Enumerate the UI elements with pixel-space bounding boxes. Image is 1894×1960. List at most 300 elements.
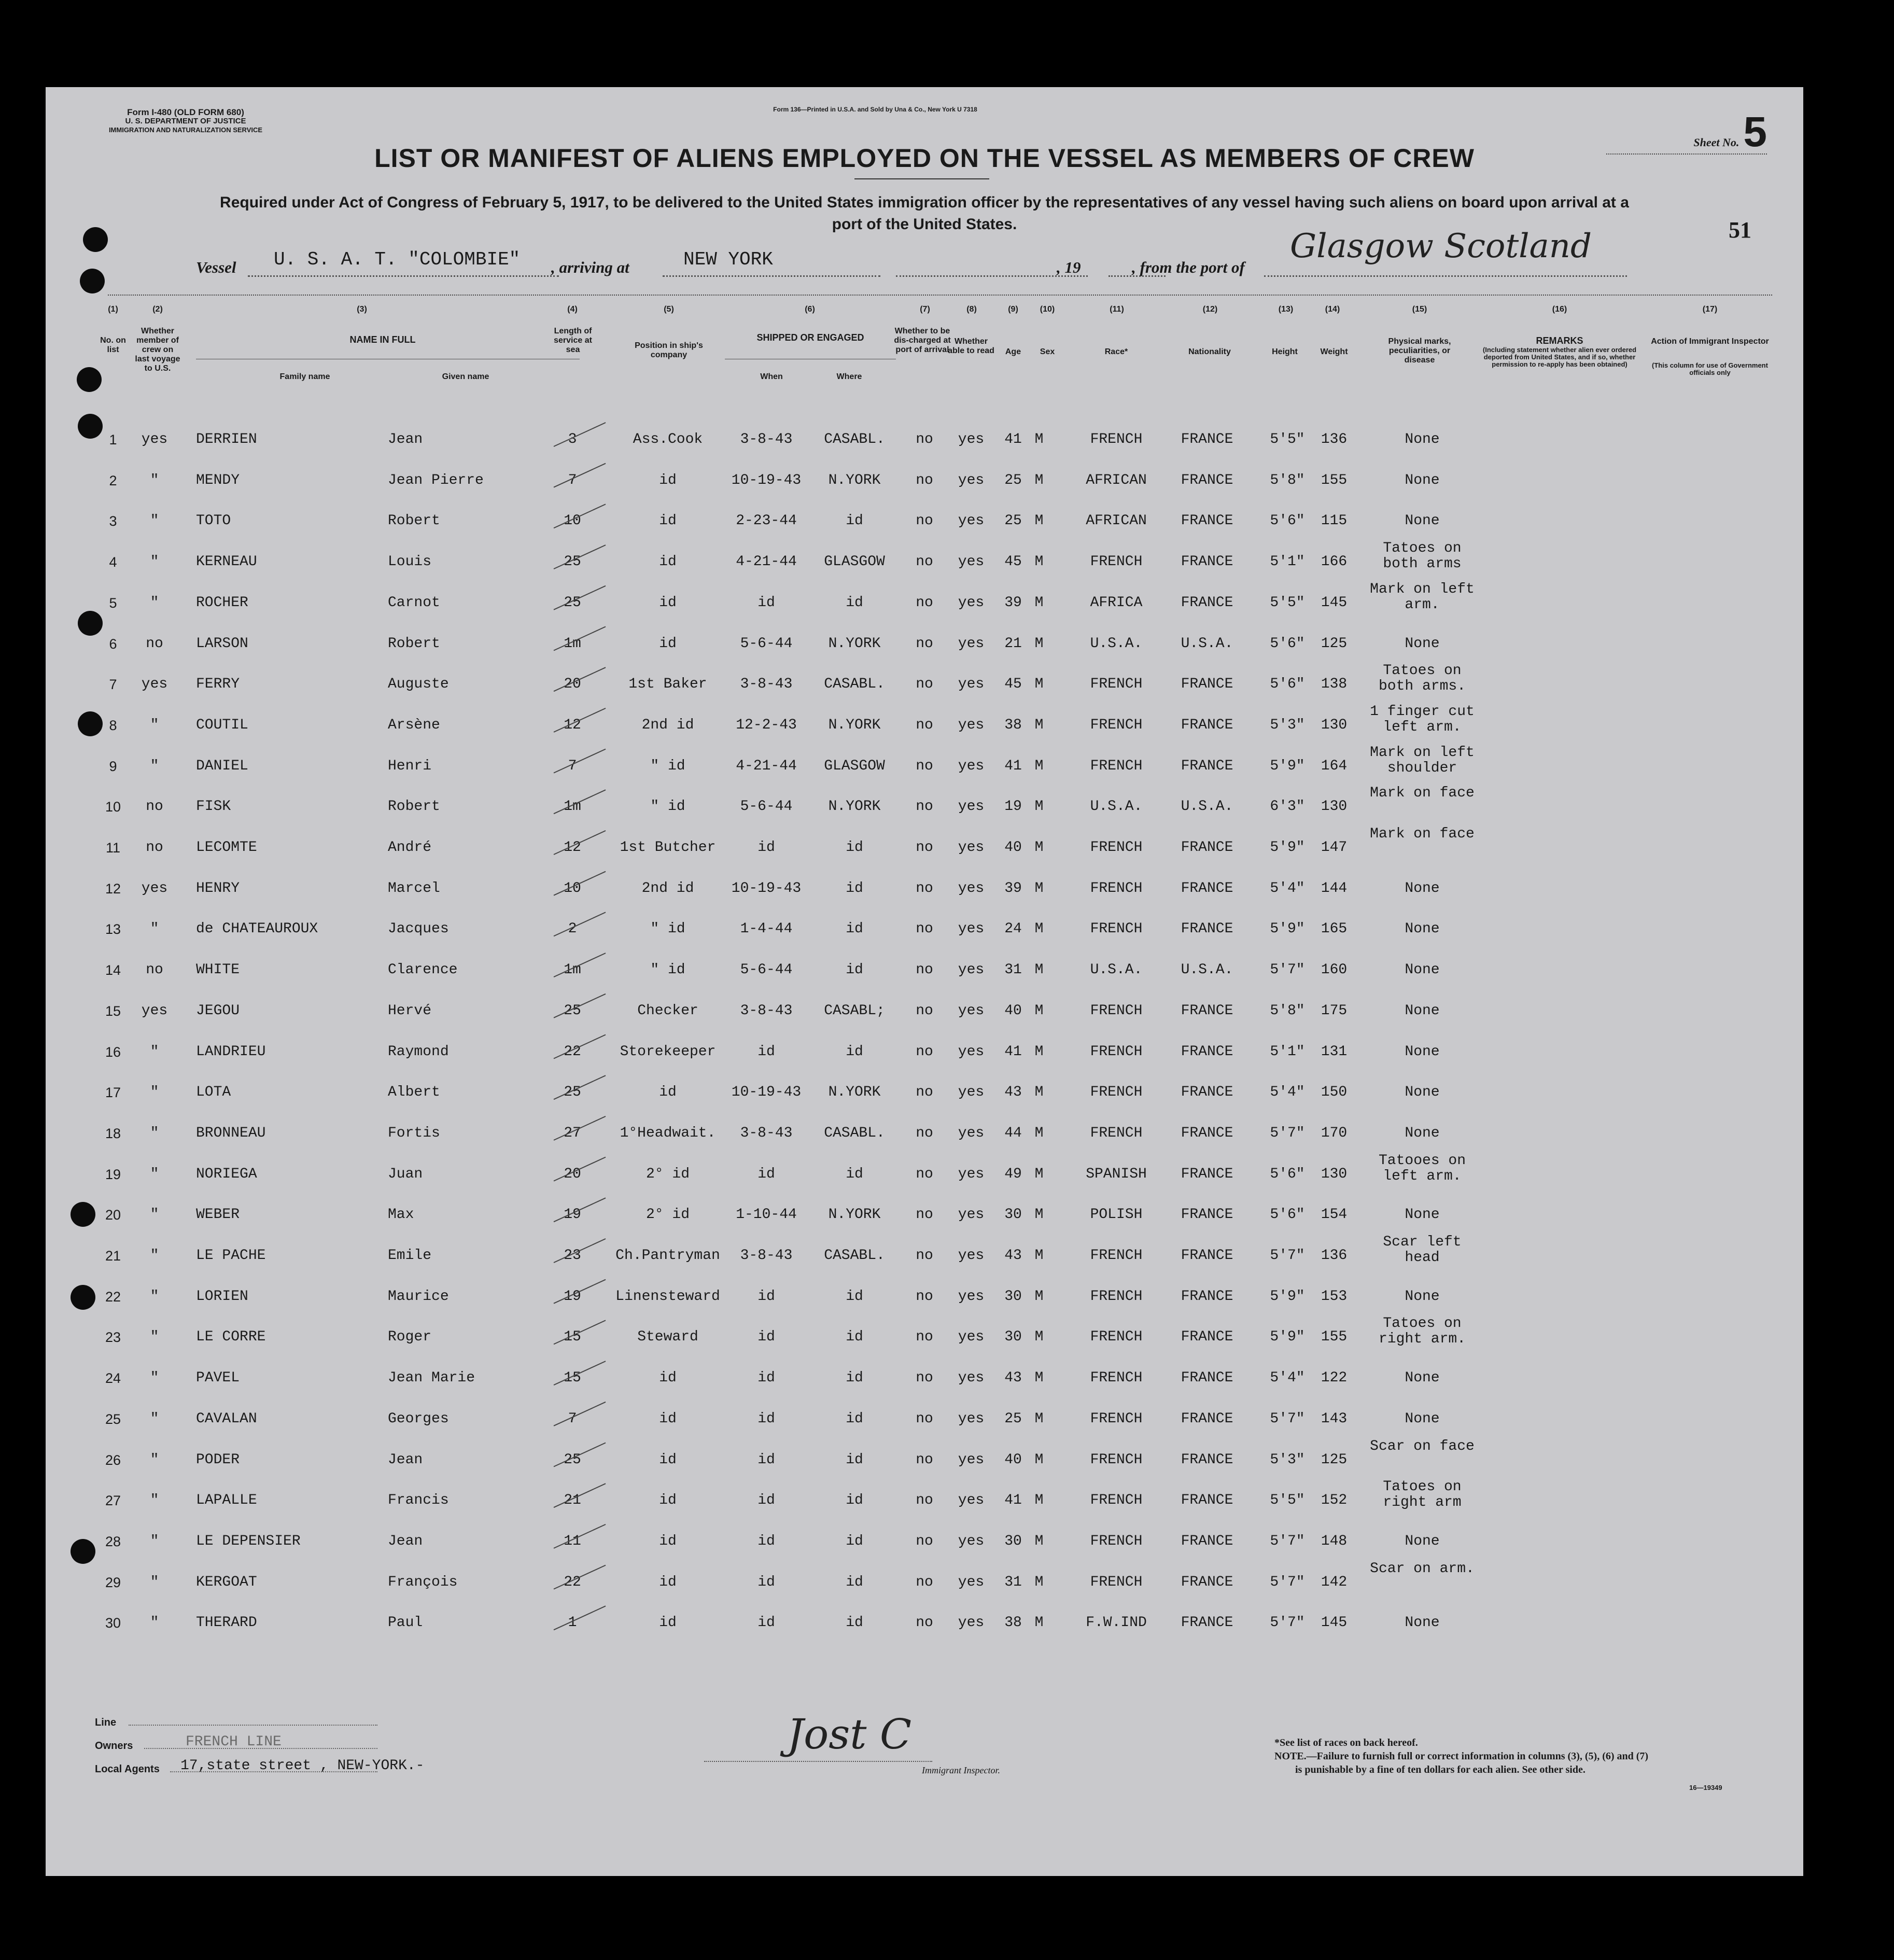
from-label: , from the port of — [1132, 258, 1245, 276]
sex: M — [1034, 1451, 1044, 1468]
physical-marks: Tatoes on right arm — [1383, 1479, 1462, 1511]
race: FRENCH — [1090, 1125, 1143, 1141]
discharged: no — [916, 594, 933, 611]
member-last-voyage: " — [150, 758, 159, 774]
height: 5'3" — [1270, 1451, 1305, 1468]
position: " id — [650, 758, 685, 774]
member-last-voyage: yes — [141, 676, 168, 693]
sex: M — [1034, 758, 1044, 774]
race: FRENCH — [1090, 1084, 1143, 1101]
family-name: CAVALAN — [196, 1410, 257, 1427]
weight: 175 — [1321, 1002, 1348, 1019]
race: FRENCH — [1090, 758, 1143, 774]
header-action-note: (This column for use of Government officials only — [1652, 361, 1768, 376]
inspector-label: Immigrant Inspector. — [922, 1765, 1000, 1775]
position: Ch.Pantryman — [615, 1248, 720, 1264]
weight: 170 — [1321, 1125, 1348, 1141]
physical-marks: Scar on face — [1370, 1438, 1475, 1454]
height: 5'9" — [1270, 839, 1305, 856]
able-to-read: yes — [958, 1410, 985, 1427]
shipped-where: id — [846, 839, 863, 856]
shipped-when: 3-8-43 — [740, 431, 793, 447]
shipped-when: 3-8-43 — [740, 676, 793, 693]
height: 5'7" — [1270, 1125, 1305, 1141]
age: 30 — [1004, 1288, 1022, 1305]
row-number: 22 — [105, 1289, 121, 1305]
discharged: no — [916, 431, 933, 447]
shipped-when: 10-19-43 — [731, 472, 802, 488]
member-last-voyage: " — [150, 1166, 159, 1182]
tally-marks — [543, 398, 709, 1798]
discharged: no — [916, 1002, 933, 1019]
height: 5'4" — [1270, 1084, 1305, 1101]
given-name: Arsène — [388, 717, 440, 733]
colnum: (7) — [920, 305, 930, 314]
position: 1st Baker — [628, 676, 707, 693]
sex: M — [1034, 1207, 1044, 1223]
member-last-voyage: yes — [141, 1002, 168, 1019]
weight: 130 — [1321, 799, 1348, 815]
shipped-when: 4-21-44 — [736, 554, 797, 570]
sex: M — [1034, 1125, 1044, 1141]
given-name: Jean — [388, 431, 423, 447]
nationality: FRANCE — [1181, 1084, 1233, 1101]
family-name: WEBER — [196, 1207, 240, 1223]
tally-mark — [554, 953, 606, 977]
sex: M — [1034, 921, 1044, 937]
shipped-where: CASABL. — [824, 676, 885, 693]
position: 2nd id — [641, 717, 694, 733]
position: Linensteward — [615, 1288, 720, 1305]
height: 5'9" — [1270, 921, 1305, 937]
given-name: Robert — [388, 635, 440, 652]
physical-marks: None — [1405, 1615, 1440, 1631]
tally-mark — [554, 1280, 606, 1304]
shipped-where: N.YORK — [828, 472, 881, 488]
row-number: 18 — [105, 1125, 121, 1141]
sex: M — [1034, 1166, 1044, 1182]
nationality: FRANCE — [1181, 513, 1233, 529]
member-last-voyage: no — [146, 962, 163, 978]
weight: 165 — [1321, 921, 1348, 937]
shipped-where: id — [846, 1451, 863, 1468]
shipped-where: GLASGOW — [824, 758, 885, 774]
given-name: Jean — [388, 1451, 423, 1468]
family-name: HENRY — [196, 880, 240, 897]
row-number: 24 — [105, 1370, 121, 1387]
height: 5'9" — [1270, 1288, 1305, 1305]
length-of-service: 12 — [564, 717, 581, 733]
position: 2° id — [646, 1166, 690, 1182]
colnum: (17) — [1702, 305, 1718, 314]
age: 25 — [1004, 1410, 1022, 1427]
height: 5'5" — [1270, 594, 1305, 611]
given-name: Jean Pierre — [388, 472, 484, 488]
race: FRENCH — [1090, 1533, 1143, 1549]
dotline — [248, 275, 559, 277]
member-last-voyage: " — [150, 594, 159, 611]
shipped-where: N.YORK — [828, 799, 881, 815]
header-sex: Sex — [1040, 347, 1055, 356]
nationality: U.S.A. — [1181, 799, 1233, 815]
able-to-read: yes — [958, 1043, 985, 1060]
shipped-where: id — [846, 1615, 863, 1631]
tally-mark — [554, 423, 606, 446]
discharged: no — [916, 1248, 933, 1264]
position: 1°Headwait. — [620, 1125, 716, 1141]
age: 24 — [1004, 921, 1022, 937]
able-to-read: yes — [958, 676, 985, 693]
nationality: FRANCE — [1181, 880, 1233, 897]
family-name: PODER — [196, 1451, 240, 1468]
races-footnote: *See list of races on back hereof. — [1274, 1737, 1418, 1748]
weight: 122 — [1321, 1370, 1348, 1387]
race: FRENCH — [1090, 880, 1143, 897]
vessel-name: U. S. A. T. "COLOMBIE" — [274, 249, 521, 270]
discharged: no — [916, 1370, 933, 1387]
height: 5'7" — [1270, 1533, 1305, 1549]
length-of-service: 25 — [564, 554, 581, 570]
vessel-label: Vessel — [196, 258, 236, 276]
discharged: no — [916, 839, 933, 856]
length-of-service: 25 — [564, 1451, 581, 1468]
colnum: (4) — [567, 305, 578, 314]
sex: M — [1034, 1533, 1044, 1549]
position: 1st Butcher — [620, 839, 716, 856]
nationality: U.S.A. — [1181, 962, 1233, 978]
position: id — [659, 1574, 677, 1590]
shipped-when: 1-10-44 — [736, 1207, 797, 1223]
member-last-voyage: " — [150, 472, 159, 488]
discharged: no — [916, 1125, 933, 1141]
row-number: 23 — [105, 1329, 121, 1346]
discharged: no — [916, 1166, 933, 1182]
able-to-read: yes — [958, 799, 985, 815]
weight: 130 — [1321, 717, 1348, 733]
length-of-service: 7 — [568, 472, 577, 488]
nationality: FRANCE — [1181, 1574, 1233, 1590]
family-name: LECOMTE — [196, 839, 257, 856]
row-number: 29 — [105, 1574, 121, 1590]
member-last-voyage: " — [150, 1329, 159, 1346]
able-to-read: yes — [958, 1166, 985, 1182]
shipped-where: CASABL. — [824, 1125, 885, 1141]
length-of-service: 10 — [564, 513, 581, 529]
position: id — [659, 513, 677, 529]
sex: M — [1034, 594, 1044, 611]
header-age: Age — [1005, 347, 1021, 356]
height: 5'4" — [1270, 1370, 1305, 1387]
shipped-where: id — [846, 962, 863, 978]
age: 19 — [1004, 799, 1022, 815]
row-number: 17 — [105, 1085, 121, 1101]
family-name: LANDRIEU — [196, 1043, 266, 1060]
sex: M — [1034, 1574, 1044, 1590]
form-identifier — [72, 108, 300, 134]
shipped-where: id — [846, 1288, 863, 1305]
physical-marks: Tatoes on both arms. — [1378, 663, 1466, 695]
length-of-service: 10 — [564, 880, 581, 897]
age: 31 — [1004, 1574, 1022, 1590]
given-name: Marcel — [388, 880, 440, 897]
weight: 144 — [1321, 880, 1348, 897]
tally-mark — [554, 1239, 606, 1263]
row-number: 5 — [109, 595, 117, 611]
row-number: 26 — [105, 1452, 121, 1468]
row-number: 1 — [109, 432, 117, 447]
able-to-read: yes — [958, 717, 985, 733]
weight: 142 — [1321, 1574, 1348, 1590]
sex: M — [1034, 799, 1044, 815]
race: SPANISH — [1086, 1166, 1147, 1182]
shipped-where: id — [846, 880, 863, 897]
note-line-1: NOTE.—Failure to furnish full or correct information in columns (3), (5), (6) and (7) — [1274, 1751, 1649, 1762]
row-number: 16 — [105, 1044, 121, 1060]
age: 43 — [1004, 1084, 1022, 1101]
tally-mark — [554, 667, 606, 691]
height: 5'7" — [1270, 1248, 1305, 1264]
member-last-voyage: " — [150, 717, 159, 733]
able-to-read: yes — [958, 431, 985, 447]
able-to-read: yes — [958, 513, 985, 529]
position: id — [659, 1370, 677, 1387]
tally-mark — [554, 790, 606, 814]
shipped-when: id — [757, 1410, 775, 1427]
sheet-label: Sheet No. — [1693, 136, 1739, 149]
given-name: Fortis — [388, 1125, 440, 1141]
discharged: no — [916, 1410, 933, 1427]
member-last-voyage: " — [150, 513, 159, 529]
discharged: no — [916, 799, 933, 815]
row-number: 4 — [109, 554, 117, 570]
height: 5'1" — [1270, 1043, 1305, 1060]
weight: 136 — [1321, 431, 1348, 447]
shipped-where: N.YORK — [828, 1207, 881, 1223]
punch-hole — [77, 367, 102, 392]
family-name: THERARD — [196, 1615, 257, 1631]
row-number: 21 — [105, 1248, 121, 1264]
tally-mark — [554, 872, 606, 895]
shipped-where: N.YORK — [828, 1084, 881, 1101]
nationality: FRANCE — [1181, 1207, 1233, 1223]
age: 30 — [1004, 1207, 1022, 1223]
shipped-where: id — [846, 513, 863, 529]
discharged: no — [916, 635, 933, 652]
shipped-where: id — [846, 921, 863, 937]
physical-marks: Tatooes on left arm. — [1378, 1152, 1466, 1184]
age: 45 — [1004, 676, 1022, 693]
able-to-read: yes — [958, 635, 985, 652]
race: FRENCH — [1090, 431, 1143, 447]
row-number: 30 — [105, 1615, 121, 1631]
shipped-when: id — [757, 1574, 775, 1590]
physical-marks: None — [1405, 1125, 1440, 1141]
position: " id — [650, 921, 685, 937]
discharged: no — [916, 1329, 933, 1346]
height: 5'7" — [1270, 1615, 1305, 1631]
race: AFRICAN — [1086, 472, 1147, 488]
member-last-voyage: yes — [141, 880, 168, 897]
punch-hole — [71, 1202, 95, 1227]
shipped-when: id — [757, 1166, 775, 1182]
colnum: (16) — [1552, 305, 1567, 314]
given-name: Albert — [388, 1084, 440, 1101]
age: 40 — [1004, 1451, 1022, 1468]
age: 39 — [1004, 594, 1022, 611]
weight: 160 — [1321, 962, 1348, 978]
length-of-service: 19 — [564, 1207, 581, 1223]
given-name: Henri — [388, 758, 432, 774]
race: U.S.A. — [1090, 962, 1143, 978]
able-to-read: yes — [958, 1329, 985, 1346]
weight: 155 — [1321, 472, 1348, 488]
row-number: 15 — [105, 1003, 121, 1019]
weight: 130 — [1321, 1166, 1348, 1182]
shipped-when: id — [757, 1329, 775, 1346]
able-to-read: yes — [958, 1533, 985, 1549]
race: F.W.IND — [1086, 1615, 1147, 1631]
stamp-number: 51 — [1729, 217, 1751, 243]
header-position: Position in ship's company — [635, 341, 703, 359]
nationality: FRANCE — [1181, 758, 1233, 774]
header-nationality: Nationality — [1188, 347, 1231, 356]
physical-marks: None — [1405, 635, 1440, 652]
able-to-read: yes — [958, 1451, 985, 1468]
weight: 138 — [1321, 676, 1348, 693]
family-name: JEGOU — [196, 1002, 240, 1019]
physical-marks: Tatoes on right arm. — [1378, 1315, 1466, 1348]
weight: 136 — [1321, 1248, 1348, 1264]
row-number: 20 — [105, 1207, 121, 1223]
nationality: FRANCE — [1181, 921, 1233, 937]
shipped-where: CASABL. — [824, 1248, 885, 1264]
shipped-when: id — [757, 1492, 775, 1509]
given-name: Francis — [388, 1492, 449, 1509]
shipped-where: id — [846, 1410, 863, 1427]
title-rule — [854, 178, 989, 179]
discharged: no — [916, 1084, 933, 1101]
given-name: Auguste — [388, 676, 449, 693]
member-last-voyage: " — [150, 1084, 159, 1101]
shipped-where: id — [846, 1574, 863, 1590]
header-action: Action of Immigrant Inspector — [1651, 337, 1769, 346]
sex: M — [1034, 1248, 1044, 1264]
shipped-when: id — [757, 839, 775, 856]
given-name: Roger — [388, 1329, 432, 1346]
punch-hole — [71, 1539, 95, 1564]
row-number: 8 — [109, 717, 117, 733]
shipped-where: id — [846, 1043, 863, 1060]
family-name: NORIEGA — [196, 1166, 257, 1182]
position: 2nd id — [641, 880, 694, 897]
able-to-read: yes — [958, 758, 985, 774]
given-name: Jacques — [388, 921, 449, 937]
sex: M — [1034, 1615, 1044, 1631]
row-number: 27 — [105, 1493, 121, 1509]
length-of-service: 25 — [564, 594, 581, 611]
length-of-service: 3 — [568, 431, 577, 447]
shipped-where: id — [846, 1492, 863, 1509]
from-port: Glasgow Scotland — [1290, 227, 1592, 265]
able-to-read: yes — [958, 880, 985, 897]
discharged: no — [916, 472, 933, 488]
race: FRENCH — [1090, 1451, 1143, 1468]
family-name: WHITE — [196, 962, 240, 978]
tally-mark — [554, 1402, 606, 1426]
position: id — [659, 1615, 677, 1631]
physical-marks: None — [1405, 1043, 1440, 1060]
family-name: LORIEN — [196, 1288, 248, 1305]
shipped-when: 12-2-43 — [736, 717, 797, 733]
age: 45 — [1004, 554, 1022, 570]
shipped-when: 3-8-43 — [740, 1002, 793, 1019]
colnum: (10) — [1040, 305, 1055, 314]
family-name: BRONNEAU — [196, 1125, 266, 1141]
nationality: FRANCE — [1181, 554, 1233, 570]
given-name: Louis — [388, 554, 432, 570]
sex: M — [1034, 635, 1044, 652]
agents-value: 17,state street , NEW-YORK.- — [180, 1758, 425, 1774]
race: AFRICA — [1090, 594, 1143, 611]
header-where: Where — [836, 372, 862, 381]
physical-marks: None — [1405, 513, 1440, 529]
colnum: (3) — [357, 305, 367, 314]
height: 6'3" — [1270, 799, 1305, 815]
weight: 125 — [1321, 1451, 1348, 1468]
family-name: LE PACHE — [196, 1248, 266, 1264]
family-name: TOTO — [196, 513, 231, 529]
age: 39 — [1004, 880, 1022, 897]
height: 5'7" — [1270, 1574, 1305, 1590]
race: FRENCH — [1090, 1288, 1143, 1305]
family-name: LAPALLE — [196, 1492, 257, 1509]
age: 31 — [1004, 962, 1022, 978]
weight: 125 — [1321, 635, 1348, 652]
race: FRENCH — [1090, 921, 1143, 937]
age: 41 — [1004, 1492, 1022, 1509]
family-name: LARSON — [196, 635, 248, 652]
shipped-where: GLASGOW — [824, 554, 885, 570]
member-last-voyage: yes — [141, 431, 168, 447]
discharged: no — [916, 758, 933, 774]
length-of-service: 23 — [564, 1248, 581, 1264]
shipped-when: id — [757, 1533, 775, 1549]
length-of-service: 15 — [564, 1329, 581, 1346]
position: id — [659, 1410, 677, 1427]
sex: M — [1034, 1410, 1044, 1427]
header-remarks: REMARKS — [1536, 335, 1583, 346]
shipped-when: 1-4-44 — [740, 921, 793, 937]
able-to-read: yes — [958, 472, 985, 488]
colnum: (6) — [805, 305, 815, 314]
race: FRENCH — [1090, 717, 1143, 733]
position: id — [659, 594, 677, 611]
discharged: no — [916, 676, 933, 693]
discharged: no — [916, 1574, 933, 1590]
tally-mark — [554, 994, 606, 1018]
nationality: FRANCE — [1181, 1615, 1233, 1631]
age: 41 — [1004, 758, 1022, 774]
age: 25 — [1004, 472, 1022, 488]
height: 5'5" — [1270, 431, 1305, 447]
shipped-when: id — [757, 1615, 775, 1631]
colnum: (8) — [966, 305, 977, 314]
discharged: no — [916, 554, 933, 570]
tally-mark — [554, 545, 606, 569]
height: 5'6" — [1270, 1207, 1305, 1223]
length-of-service: 1m — [564, 635, 581, 652]
length-of-service: 20 — [564, 1166, 581, 1182]
